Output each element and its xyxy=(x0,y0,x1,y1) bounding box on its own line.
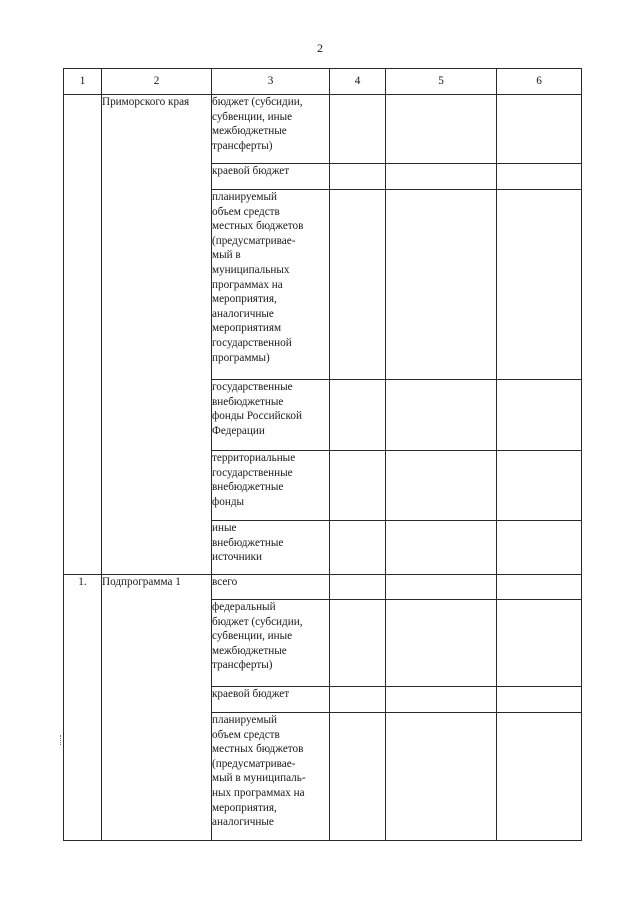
source-line: объем средств xyxy=(212,728,280,741)
source-line: краевой бюджет xyxy=(212,688,290,700)
source-line: (предусматривае- xyxy=(212,757,296,770)
row-number-cell xyxy=(64,713,102,841)
source-line: объем средств xyxy=(212,205,280,218)
source-line: аналогичные xyxy=(212,307,274,320)
source-line: иные xyxy=(212,522,237,534)
value-cell xyxy=(497,451,582,521)
value-cell xyxy=(386,521,497,575)
source-line: местных бюджетов xyxy=(212,743,304,756)
funding-source-cell xyxy=(212,521,330,575)
value-cell xyxy=(497,380,582,451)
program-name-cell: Приморского края xyxy=(102,95,212,575)
source-line: местных бюджетов xyxy=(212,220,304,233)
value-cell xyxy=(386,451,497,521)
source-line: межбюджетные xyxy=(212,125,287,138)
table-row xyxy=(64,95,582,164)
value-cell xyxy=(497,164,582,190)
funding-source-cell xyxy=(212,600,330,687)
value-cell xyxy=(386,575,497,600)
source-line: всего xyxy=(212,576,238,588)
header-cell: 5 xyxy=(386,69,497,95)
source-line: ных программах на xyxy=(212,786,305,799)
value-cell xyxy=(386,687,497,713)
source-line: мый в xyxy=(212,249,241,262)
source-line: трансферты) xyxy=(212,659,273,672)
source-line: (предусматривае- xyxy=(212,234,296,247)
value-cell xyxy=(330,687,386,713)
source-line: мероприятия, xyxy=(212,801,277,814)
table-header-row xyxy=(64,69,582,95)
source-line: планируемый xyxy=(212,191,277,203)
source-line: планируемый xyxy=(212,714,277,726)
value-cell xyxy=(330,190,386,380)
source-line: Федерации xyxy=(212,424,265,437)
header-cell: 3 xyxy=(212,69,330,95)
program-name-cell xyxy=(102,713,212,841)
source-line: муниципальных xyxy=(212,263,290,276)
source-line: государственные xyxy=(212,466,293,479)
value-cell xyxy=(386,380,497,451)
value-cell xyxy=(330,451,386,521)
header-cell: 2 xyxy=(102,69,212,95)
source-line: бюджет (субсидии, xyxy=(212,96,303,108)
value-cell xyxy=(386,190,497,380)
source-line: территориальные xyxy=(212,452,296,464)
funding-source-cell xyxy=(212,713,330,841)
source-line: государственные xyxy=(212,381,293,393)
source-line: мероприятия, xyxy=(212,293,277,306)
value-cell xyxy=(497,600,582,687)
row-number-cell xyxy=(64,95,102,575)
source-line: внебюджетные xyxy=(212,481,284,494)
source-line: государственной xyxy=(212,336,292,349)
value-cell xyxy=(330,95,386,164)
value-cell xyxy=(330,380,386,451)
value-cell xyxy=(330,521,386,575)
source-line: фонды xyxy=(212,495,245,508)
scan-artifact-mark xyxy=(60,735,64,745)
funding-source-cell xyxy=(212,164,330,190)
source-line: субвенции, иные xyxy=(212,110,293,123)
source-line: внебюджетные xyxy=(212,536,284,549)
source-line: фонды Российской xyxy=(212,410,302,423)
funding-source-cell xyxy=(212,190,330,380)
value-cell xyxy=(330,575,386,600)
value-cell xyxy=(386,713,497,841)
source-line: мый в муниципаль- xyxy=(212,772,306,785)
source-line: мероприятиям xyxy=(212,322,282,335)
source-line: краевой бюджет xyxy=(212,165,290,177)
source-line: программах на xyxy=(212,278,283,291)
value-cell xyxy=(497,190,582,380)
funding-source-cell xyxy=(212,451,330,521)
value-cell xyxy=(386,95,497,164)
value-cell xyxy=(497,687,582,713)
value-cell xyxy=(330,164,386,190)
source-line: межбюджетные xyxy=(212,644,287,657)
value-cell xyxy=(386,600,497,687)
value-cell xyxy=(497,521,582,575)
value-cell xyxy=(386,164,497,190)
funding-source-cell xyxy=(212,687,330,713)
program-table xyxy=(63,68,582,841)
funding-source-cell xyxy=(212,380,330,451)
funding-source-cell xyxy=(212,575,330,600)
program-name-cell: Подпрограмма 1 xyxy=(102,575,212,713)
source-line: внебюджетные xyxy=(212,395,284,408)
source-line: субвенции, иные xyxy=(212,630,293,643)
source-line: трансферты) xyxy=(212,139,273,152)
source-line: аналогичные xyxy=(212,816,274,829)
header-cell: 6 xyxy=(497,69,582,95)
value-cell xyxy=(497,575,582,600)
value-cell xyxy=(330,713,386,841)
page-number: 2 xyxy=(317,41,323,55)
source-line: федеральный xyxy=(212,601,276,613)
row-number-cell: 1. xyxy=(64,575,102,713)
header-cell: 1 xyxy=(64,69,102,95)
source-line: программы) xyxy=(212,351,270,364)
header-cell: 4 xyxy=(330,69,386,95)
source-line: источники xyxy=(212,551,263,564)
table-row xyxy=(64,713,582,841)
source-line: бюджет (субсидии, xyxy=(212,615,303,628)
value-cell xyxy=(330,600,386,687)
funding-source-cell xyxy=(212,95,330,164)
table-row xyxy=(64,575,582,600)
value-cell xyxy=(497,95,582,164)
value-cell xyxy=(497,713,582,841)
